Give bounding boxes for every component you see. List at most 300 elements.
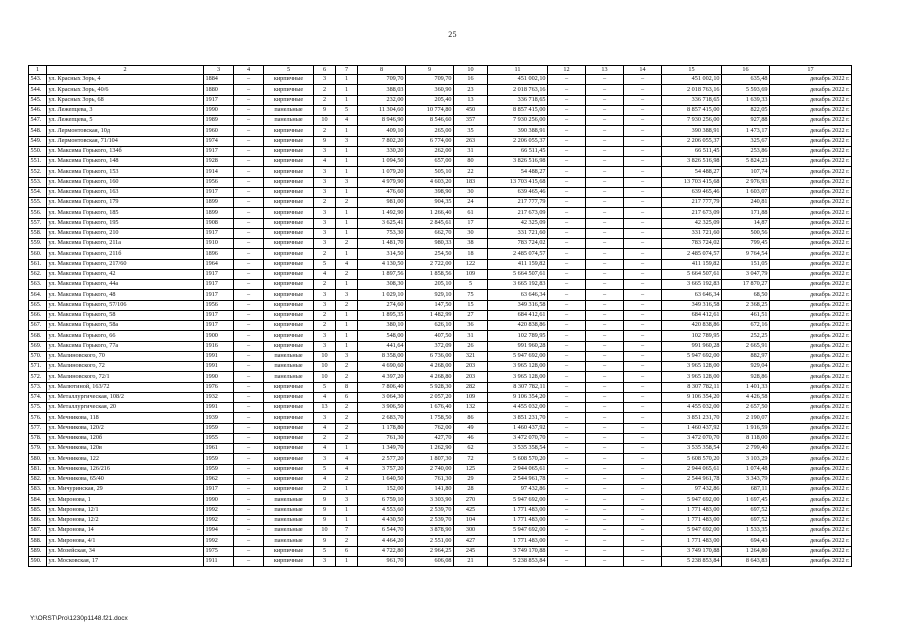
cell-entrances: 6 [336, 392, 358, 402]
cell-year-built: 1960 [204, 126, 234, 136]
cell-entrances: 3 [336, 290, 358, 300]
cell-wall-material: панельные [264, 515, 314, 525]
cell-entrances: 4 [336, 454, 358, 464]
cell-wall-material: кирпичные [264, 433, 314, 443]
cell-completion-date: декабрь 2022 г. [770, 392, 852, 402]
cell-row-number: 570. [29, 351, 47, 361]
cell-owners-funds: 1 771 483,00 [662, 515, 722, 525]
cell-residential-area: 4 268,80 [406, 372, 454, 382]
cell-entrances: 3 [336, 177, 358, 187]
cell-completion-date: декабрь 2022 г. [770, 464, 852, 474]
cell-row-number: 565. [29, 300, 47, 310]
cell-cost-per-sqm: 1 603,07 [722, 187, 770, 197]
cell-residential-area: 929,10 [406, 290, 454, 300]
cell-year-built: 1884 [204, 75, 234, 85]
cell-entrances: 2 [336, 269, 358, 279]
cell-floors: 13 [314, 403, 336, 413]
cell-residents: 450 [454, 105, 488, 115]
cell-year-commissioned: – [234, 75, 264, 85]
cell-fund-share: – [548, 464, 586, 474]
cell-total-area: 4 979,90 [358, 177, 406, 187]
cell-year-built: 1917 [204, 310, 234, 320]
cell-residents: 49 [454, 423, 488, 433]
cell-row-number: 547. [29, 116, 47, 126]
cell-owners-share: – [624, 300, 662, 310]
cell-year-built: 1880 [204, 85, 234, 95]
cell-wall-material: кирпичные [264, 198, 314, 208]
cell-residents: 46 [454, 433, 488, 443]
cell-total-cost: 2 485 074,57 [488, 249, 548, 259]
cell-completion-date: декабрь 2022 г. [770, 269, 852, 279]
cell-row-number: 546. [29, 105, 47, 115]
cell-residential-area: 3 878,90 [406, 526, 454, 536]
cell-year-commissioned: – [234, 321, 264, 331]
cell-cost-per-sqm: 697,52 [722, 515, 770, 525]
cell-wall-material: кирпичные [264, 269, 314, 279]
cell-residential-area: 372,09 [406, 341, 454, 351]
cell-entrances: 2 [336, 403, 358, 413]
cell-total-area: 7 802,20 [358, 136, 406, 146]
cell-address: ул. Максима Горького, 153 [47, 167, 204, 177]
cell-year-commissioned: – [234, 372, 264, 382]
cell-wall-material: кирпичные [264, 556, 314, 566]
cell-entrances: 1 [336, 126, 358, 136]
cell-cost-per-sqm: 240,81 [722, 198, 770, 208]
cell-floors: 9 [314, 536, 336, 546]
cell-completion-date: декабрь 2022 г. [770, 382, 852, 392]
cell-total-area: 8 358,00 [358, 351, 406, 361]
cell-year-built: 1910 [204, 239, 234, 249]
cell-year-commissioned: – [234, 474, 264, 484]
cell-wall-material: панельные [264, 526, 314, 536]
cell-address: ул. Максима Горького, 134б [47, 146, 204, 156]
table-row [29, 464, 852, 474]
cell-fund-share: – [548, 382, 586, 392]
cell-residents: 21 [454, 556, 488, 566]
cell-total-cost: 783 724,02 [488, 239, 548, 249]
cell-total-cost: 336 718,65 [488, 95, 548, 105]
cell-year-built: 1959 [204, 454, 234, 464]
cell-owners-share: – [624, 187, 662, 197]
cell-regional-share: – [586, 536, 624, 546]
cell-completion-date: декабрь 2022 г. [770, 310, 852, 320]
cell-address: ул. Лежепцева, 5 [47, 116, 204, 126]
cell-completion-date: декабрь 2022 г. [770, 341, 852, 351]
cell-address: ул. Максима Горького, 211б [47, 249, 204, 259]
cell-address: ул. Лежепцева, 3 [47, 105, 204, 115]
cell-year-built: 1964 [204, 259, 234, 269]
cell-year-commissioned: – [234, 433, 264, 443]
cell-wall-material: панельные [264, 536, 314, 546]
cell-year-built: 1916 [204, 341, 234, 351]
cell-row-number: 544. [29, 85, 47, 95]
cell-total-area: 4 130,50 [358, 259, 406, 269]
cell-fund-share: – [548, 433, 586, 443]
cell-owners-funds: 2 485 074,57 [662, 249, 722, 259]
cell-address: ул. Максима Горького, 195 [47, 218, 204, 228]
cell-total-area: 4 464,20 [358, 536, 406, 546]
cell-floors: 9 [314, 515, 336, 525]
cell-total-cost: 102 789,95 [488, 331, 548, 341]
cell-entrances: 1 [336, 146, 358, 156]
cell-total-cost: 5 947 692,00 [488, 526, 548, 536]
cell-year-commissioned: – [234, 218, 264, 228]
cell-entrances: 2 [336, 239, 358, 249]
cell-entrances: 1 [336, 95, 358, 105]
cell-floors: 3 [314, 290, 336, 300]
cell-total-cost: 3 965 128,00 [488, 372, 548, 382]
cell-row-number: 576. [29, 413, 47, 423]
cell-floors: 4 [314, 269, 336, 279]
cell-total-cost: 8 307 782,11 [488, 382, 548, 392]
cell-owners-funds: 5 947 692,00 [662, 495, 722, 505]
cell-residential-area: 505,10 [406, 167, 454, 177]
cell-total-area: 3 625,41 [358, 218, 406, 228]
cell-floors: 2 [314, 310, 336, 320]
cell-owners-share: – [624, 351, 662, 361]
cell-residential-area: 262,00 [406, 146, 454, 156]
cell-owners-funds: 3 535 358,54 [662, 444, 722, 454]
cell-year-commissioned: – [234, 392, 264, 402]
cell-year-commissioned: – [234, 536, 264, 546]
cell-total-area: 6 759,10 [358, 495, 406, 505]
table-row [29, 95, 852, 105]
cell-address: ул. Максима Горького, 77а [47, 341, 204, 351]
cell-regional-share: – [586, 485, 624, 495]
cell-year-built: 1992 [204, 515, 234, 525]
cell-address: ул. Мироновa, 1 [47, 495, 204, 505]
cell-owners-funds: 639 465,46 [662, 187, 722, 197]
cell-year-commissioned: – [234, 331, 264, 341]
cell-fund-share: – [548, 310, 586, 320]
cell-completion-date: декабрь 2022 г. [770, 228, 852, 238]
cell-owners-funds: 217 673,09 [662, 208, 722, 218]
cell-residential-area: 657,00 [406, 157, 454, 167]
cell-owners-share: – [624, 259, 662, 269]
cell-regional-share: – [586, 75, 624, 85]
cell-residents: 30 [454, 187, 488, 197]
cell-total-cost: 411 159,82 [488, 259, 548, 269]
cell-row-number: 583. [29, 485, 47, 495]
cell-owners-funds: 5 947 692,00 [662, 351, 722, 361]
cell-floors: 4 [314, 392, 336, 402]
cell-row-number: 553. [29, 177, 47, 187]
cell-total-cost: 3 965 128,00 [488, 362, 548, 372]
cell-residents: 427 [454, 536, 488, 546]
cell-total-cost: 13 703 415,68 [488, 177, 548, 187]
column-number-header: 10 [454, 66, 488, 75]
cell-entrances: 2 [336, 413, 358, 423]
table-row [29, 259, 852, 269]
cell-completion-date: декабрь 2022 г. [770, 95, 852, 105]
table-row [29, 331, 852, 341]
cell-residential-area: 2 722,00 [406, 259, 454, 269]
cell-year-built: 1975 [204, 546, 234, 556]
cell-year-commissioned: – [234, 444, 264, 454]
cell-entrances: 1 [336, 321, 358, 331]
cell-fund-share: – [548, 444, 586, 454]
cell-year-built: 1939 [204, 413, 234, 423]
cell-regional-share: – [586, 321, 624, 331]
cell-residents: 109 [454, 269, 488, 279]
cell-owners-funds: 451 002,10 [662, 75, 722, 85]
cell-residents: 31 [454, 331, 488, 341]
table-row [29, 116, 852, 126]
cell-address: ул. Малиновского, 72 [47, 362, 204, 372]
cell-owners-share: – [624, 505, 662, 515]
cell-fund-share: – [548, 280, 586, 290]
cell-row-number: 550. [29, 146, 47, 156]
cell-residents: 26 [454, 341, 488, 351]
cell-total-cost: 2 018 763,16 [488, 85, 548, 95]
cell-residents: 15 [454, 300, 488, 310]
cell-year-commissioned: – [234, 362, 264, 372]
cell-year-built: 1932 [204, 392, 234, 402]
cell-address: ул. Малиновского, 70 [47, 351, 204, 361]
cell-floors: 9 [314, 136, 336, 146]
cell-address: ул. Мечникова, 122 [47, 454, 204, 464]
document-file-path: Y:\ORSТ\Pro\1230p1148.f21.docx [30, 615, 128, 622]
cell-cost-per-sqm: 4 426,58 [722, 392, 770, 402]
cell-owners-funds: 9 106 354,20 [662, 392, 722, 402]
cell-entrances: 4 [336, 464, 358, 474]
cell-address: ул. Миронова, 12/1 [47, 505, 204, 515]
cell-wall-material: кирпичные [264, 464, 314, 474]
cell-address: ул. Максима Горького, 185 [47, 208, 204, 218]
cell-year-built: 1917 [204, 290, 234, 300]
cell-cost-per-sqm: 799,45 [722, 239, 770, 249]
cell-owners-funds: 1 771 483,00 [662, 505, 722, 515]
cell-owners-funds: 411 159,82 [662, 259, 722, 269]
cell-address: ул. Максима Горького, 163 [47, 187, 204, 197]
cell-entrances: 7 [336, 526, 358, 536]
cell-address: ул. Лермонтовская, 10д [47, 126, 204, 136]
cell-floors: 2 [314, 95, 336, 105]
cell-address: ул. Максима Горького, 66 [47, 331, 204, 341]
cell-year-commissioned: – [234, 85, 264, 95]
cell-owners-funds: 390 388,91 [662, 126, 722, 136]
cell-residents: 203 [454, 362, 488, 372]
table-row [29, 105, 852, 115]
cell-wall-material: панельные [264, 351, 314, 361]
cell-year-commissioned: – [234, 167, 264, 177]
cell-total-area: 1 640,50 [358, 474, 406, 484]
table-row [29, 146, 852, 156]
cell-completion-date: декабрь 2022 г. [770, 536, 852, 546]
cell-year-built: 1914 [204, 167, 234, 177]
cell-year-commissioned: – [234, 157, 264, 167]
cell-floors: 10 [314, 351, 336, 361]
column-number-header: 4 [234, 66, 264, 75]
cell-cost-per-sqm: 500,56 [722, 228, 770, 238]
cell-entrances: 1 [336, 444, 358, 454]
cell-owners-share: – [624, 290, 662, 300]
table-row [29, 75, 852, 85]
cell-owners-funds: 783 724,02 [662, 239, 722, 249]
cell-total-cost: 3 535 358,54 [488, 444, 548, 454]
cell-cost-per-sqm: 5 593,69 [722, 85, 770, 95]
cell-regional-share: – [586, 105, 624, 115]
cell-residents: 321 [454, 351, 488, 361]
cell-year-commissioned: – [234, 280, 264, 290]
cell-residential-area: 4 603,20 [406, 177, 454, 187]
cell-completion-date: декабрь 2022 г. [770, 146, 852, 156]
cell-wall-material: кирпичные [264, 249, 314, 259]
cell-total-cost: 7 930 256,00 [488, 116, 548, 126]
cell-owners-funds: 5 608 570,20 [662, 454, 722, 464]
cell-floors: 9 [314, 505, 336, 515]
cell-owners-funds: 3 851 231,70 [662, 413, 722, 423]
cell-cost-per-sqm: 635,48 [722, 75, 770, 85]
cell-entrances: 1 [336, 341, 358, 351]
cell-total-cost: 42 325,09 [488, 218, 548, 228]
cell-floors: 9 [314, 105, 336, 115]
cell-total-area: 380,10 [358, 321, 406, 331]
cell-fund-share: – [548, 218, 586, 228]
cell-total-cost: 3 665 192,83 [488, 280, 548, 290]
cell-address: ул. Лермонтовская, 71/104 [47, 136, 204, 146]
cell-completion-date: декабрь 2022 г. [770, 75, 852, 85]
cell-owners-share: – [624, 382, 662, 392]
cell-year-built: 1955 [204, 433, 234, 443]
cell-residents: 125 [454, 464, 488, 474]
cell-fund-share: – [548, 423, 586, 433]
cell-residential-area: 662,70 [406, 228, 454, 238]
cell-fund-share: – [548, 105, 586, 115]
table-row [29, 546, 852, 556]
cell-completion-date: декабрь 2022 г. [770, 105, 852, 115]
cell-year-commissioned: – [234, 515, 264, 525]
cell-total-area: 1 349,70 [358, 444, 406, 454]
cell-year-built: 1991 [204, 403, 234, 413]
cell-residential-area: 1 807,30 [406, 454, 454, 464]
cell-total-cost: 991 960,28 [488, 341, 548, 351]
cell-cost-per-sqm: 1 697,45 [722, 495, 770, 505]
cell-regional-share: – [586, 413, 624, 423]
cell-completion-date: декабрь 2022 г. [770, 259, 852, 269]
cell-fund-share: – [548, 505, 586, 515]
cell-regional-share: – [586, 290, 624, 300]
cell-address: ул. Малиновского, 72/1 [47, 372, 204, 382]
cell-owners-funds: 63 646,34 [662, 290, 722, 300]
cell-regional-share: – [586, 433, 624, 443]
cell-row-number: 564. [29, 290, 47, 300]
cell-residential-area: 147,50 [406, 300, 454, 310]
cell-completion-date: декабрь 2022 г. [770, 505, 852, 515]
cell-completion-date: декабрь 2022 г. [770, 423, 852, 433]
cell-owners-funds: 991 960,28 [662, 341, 722, 351]
cell-floors: 2 [314, 433, 336, 443]
cell-floors: 2 [314, 126, 336, 136]
cell-address: ул. Мечникова, 120/2 [47, 423, 204, 433]
cell-residential-area: 2 845,61 [406, 218, 454, 228]
cell-completion-date: декабрь 2022 г. [770, 495, 852, 505]
cell-row-number: 589. [29, 546, 47, 556]
cell-owners-share: – [624, 208, 662, 218]
cell-residential-area: 606,08 [406, 556, 454, 566]
cell-wall-material: кирпичные [264, 157, 314, 167]
cell-row-number: 566. [29, 310, 47, 320]
cell-total-cost: 331 721,60 [488, 228, 548, 238]
cell-total-cost: 3 472 070,70 [488, 433, 548, 443]
cell-year-commissioned: – [234, 351, 264, 361]
cell-owners-funds: 336 718,65 [662, 95, 722, 105]
cell-year-commissioned: – [234, 126, 264, 136]
cell-year-built: 1991 [204, 362, 234, 372]
cell-completion-date: декабрь 2022 г. [770, 444, 852, 454]
cell-year-built: 1956 [204, 300, 234, 310]
cell-row-number: 573. [29, 382, 47, 392]
cell-row-number: 562. [29, 269, 47, 279]
cell-owners-share: – [624, 485, 662, 495]
cell-year-built: 1990 [204, 372, 234, 382]
cell-owners-share: – [624, 403, 662, 413]
cell-floors: 2 [314, 485, 336, 495]
cell-fund-share: – [548, 300, 586, 310]
cell-total-area: 548,00 [358, 331, 406, 341]
column-number-header: 8 [358, 66, 406, 75]
cell-total-cost: 5 947 692,00 [488, 351, 548, 361]
cell-wall-material: кирпичные [264, 310, 314, 320]
cell-row-number: 581. [29, 464, 47, 474]
cell-address: ул. Мечникова, 126/216 [47, 464, 204, 474]
cell-address: ул. Максима Горького, 57/106 [47, 300, 204, 310]
cell-owners-share: – [624, 433, 662, 443]
cell-residents: 86 [454, 413, 488, 423]
cell-address: ул. Максима Горького, 48 [47, 290, 204, 300]
cell-total-cost: 2 544 961,78 [488, 474, 548, 484]
cell-floors: 2 [314, 321, 336, 331]
cell-owners-funds: 3 965 128,00 [662, 362, 722, 372]
cell-fund-share: – [548, 485, 586, 495]
cell-entrances: 3 [336, 495, 358, 505]
cell-cost-per-sqm: 171,88 [722, 208, 770, 218]
cell-address: ул. Малютиной, 163/72 [47, 382, 204, 392]
cell-row-number: 549. [29, 136, 47, 146]
cell-owners-funds: 3 749 170,88 [662, 546, 722, 556]
cell-cost-per-sqm: 822,05 [722, 105, 770, 115]
cell-fund-share: – [548, 290, 586, 300]
cell-year-commissioned: – [234, 464, 264, 474]
cell-wall-material: кирпичные [264, 167, 314, 177]
cell-residents: 28 [454, 485, 488, 495]
cell-owners-funds: 97 432,86 [662, 485, 722, 495]
cell-owners-share: – [624, 218, 662, 228]
cell-year-built: 1991 [204, 351, 234, 361]
cell-total-area: 709,70 [358, 75, 406, 85]
cell-residential-area: 6 774,00 [406, 136, 454, 146]
cell-completion-date: декабрь 2022 г. [770, 556, 852, 566]
cell-owners-funds: 2 206 055,37 [662, 136, 722, 146]
cell-completion-date: декабрь 2022 г. [770, 187, 852, 197]
cell-fund-share: – [548, 413, 586, 423]
cell-residential-area: 398,90 [406, 187, 454, 197]
cell-wall-material: панельные [264, 105, 314, 115]
cell-year-commissioned: – [234, 505, 264, 515]
cell-total-area: 3 757,20 [358, 464, 406, 474]
cell-floors: 4 [314, 474, 336, 484]
cell-total-area: 1 895,35 [358, 310, 406, 320]
cell-regional-share: – [586, 341, 624, 351]
cell-fund-share: – [548, 351, 586, 361]
cell-cost-per-sqm: 107,74 [722, 167, 770, 177]
cell-regional-share: – [586, 167, 624, 177]
cell-total-area: 7 806,40 [358, 382, 406, 392]
cell-address: ул. Мечникова, 120б [47, 433, 204, 443]
cell-address: ул. Мозейская, 34 [47, 546, 204, 556]
cell-cost-per-sqm: 3 103,29 [722, 454, 770, 464]
cell-year-commissioned: – [234, 485, 264, 495]
